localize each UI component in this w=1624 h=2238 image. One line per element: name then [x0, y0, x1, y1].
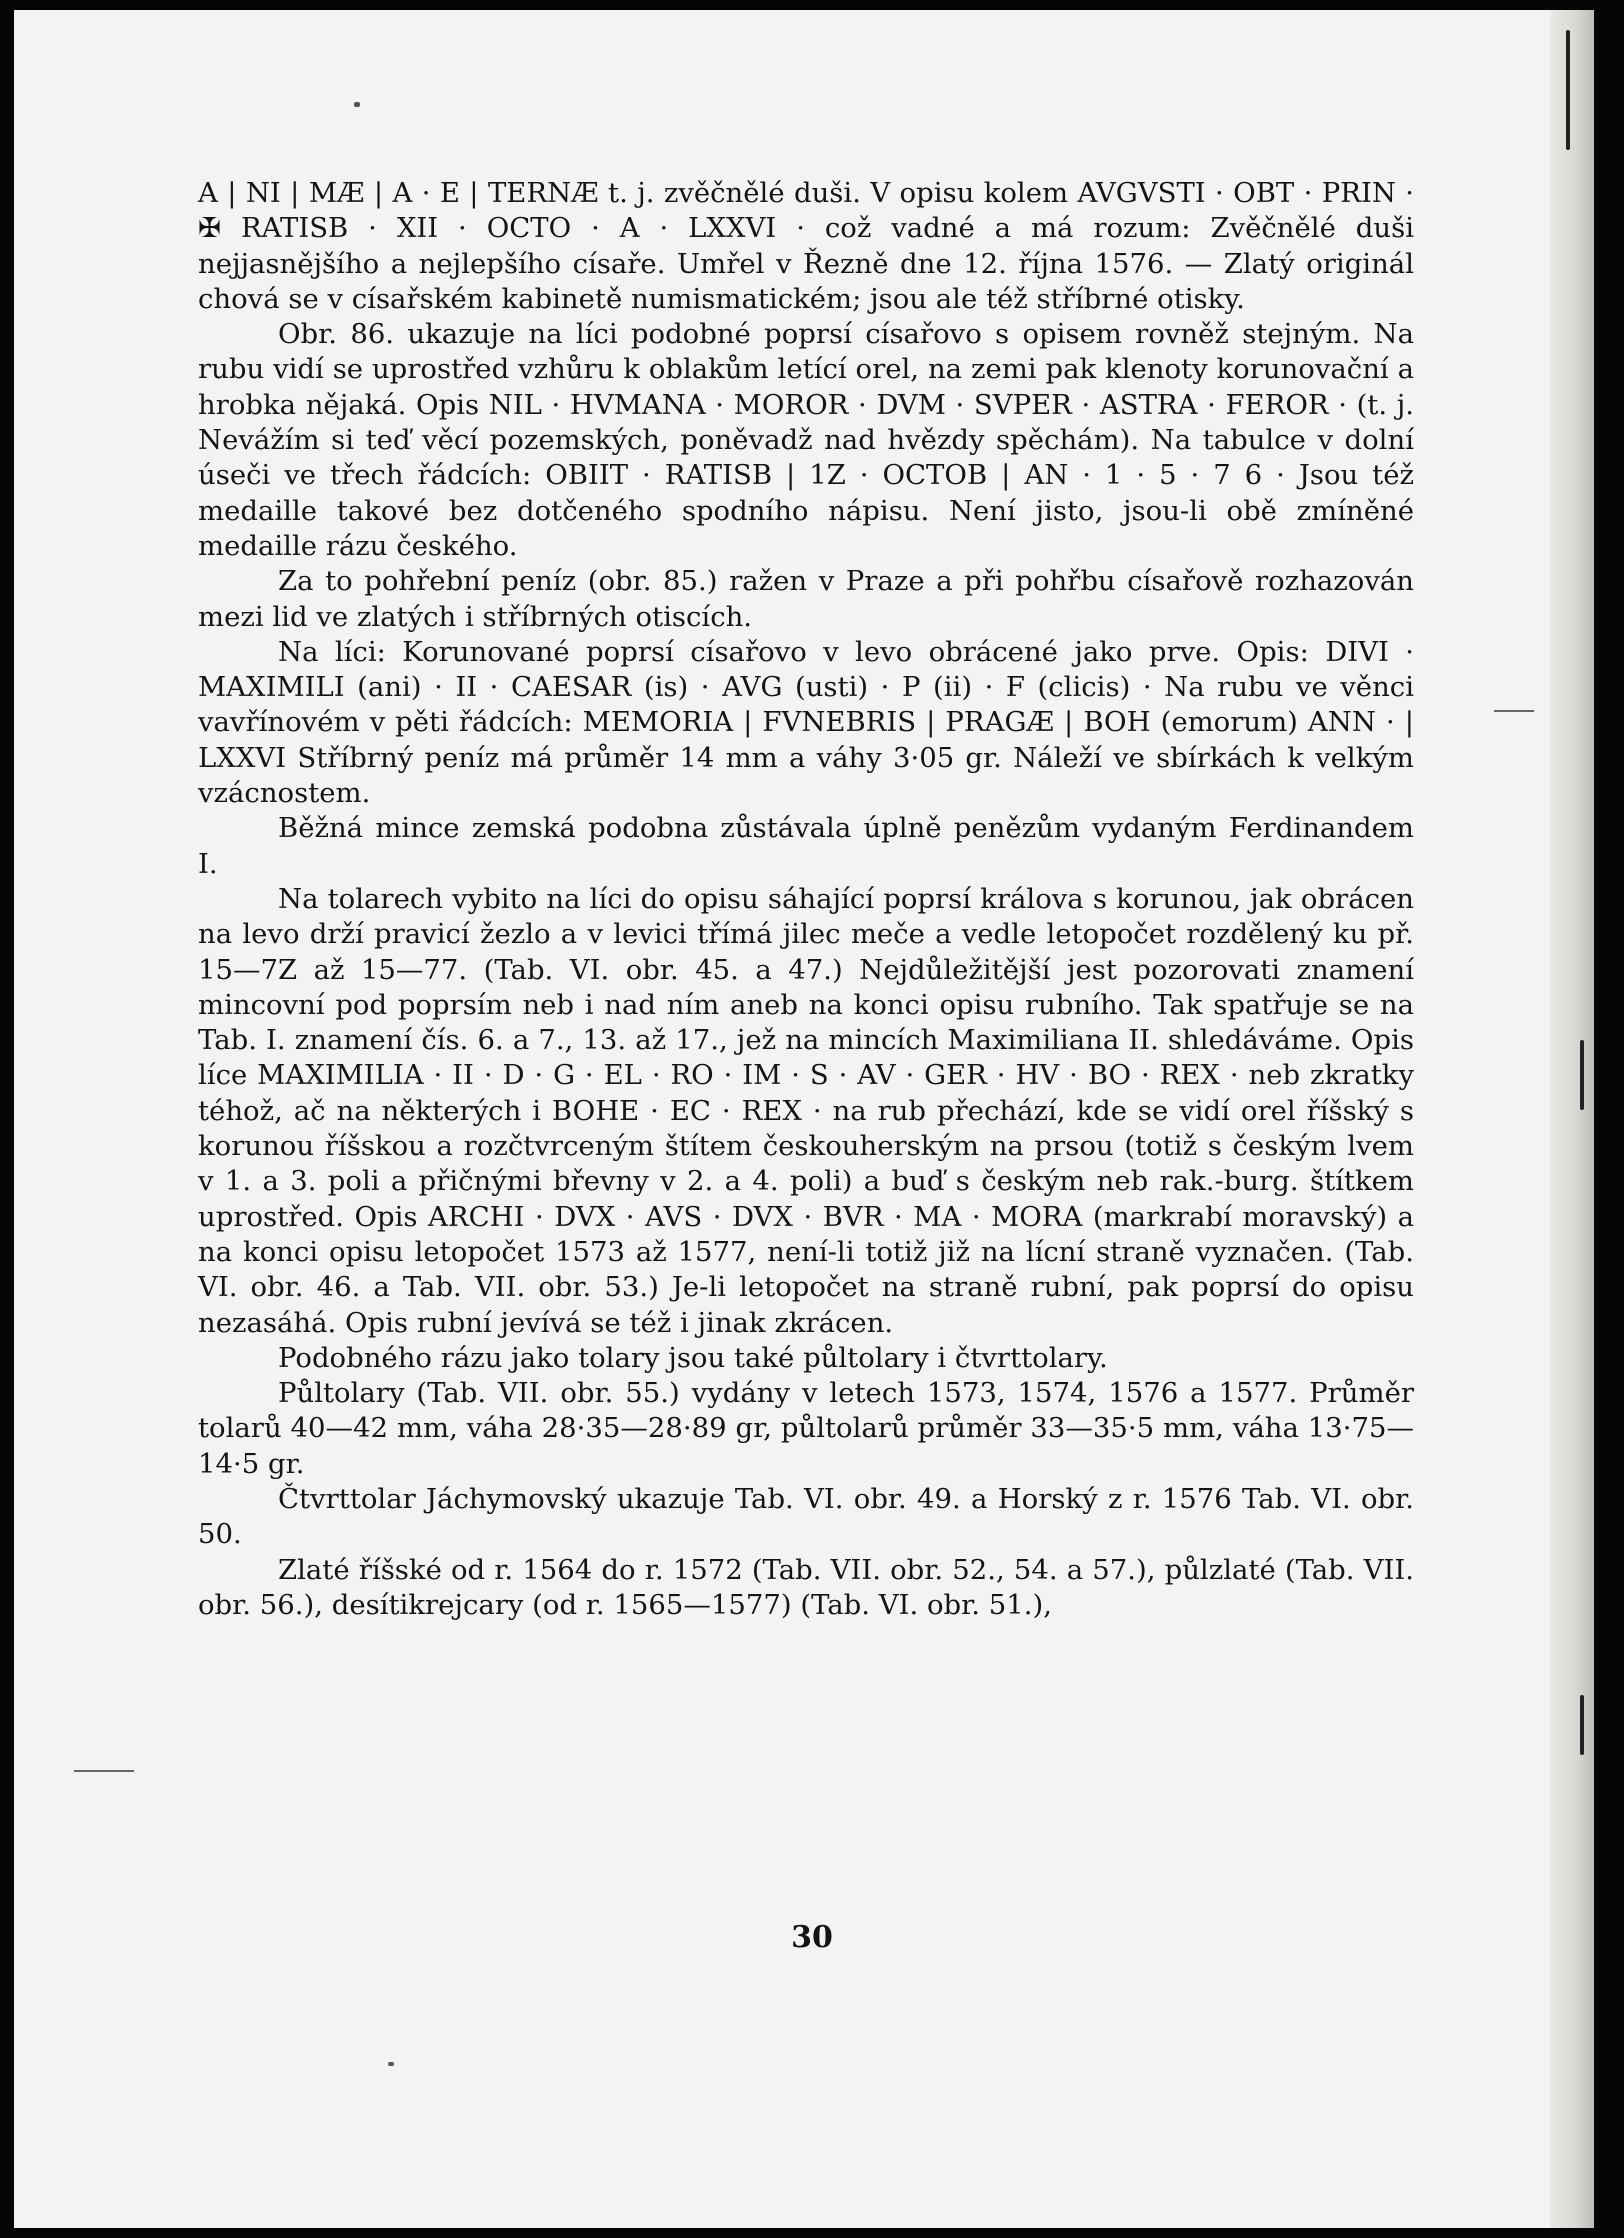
page-number: 30 [791, 1920, 833, 1955]
paragraph: Zlaté říšské od r. 1564 do r. 1572 (Tab. VII. obr. 52., 54. a 57.), půlzlaté (Tab. VII. obr. 56.), desítikrejcary (od r. 1565—1577) (Tab. VI. obr. 51.), [198, 1553, 1414, 1621]
margin-mark [74, 1770, 134, 1772]
body-text [198, 176, 1414, 1623]
paragraph: A | NI | MÆ | A · E | TERNÆ t. j. zvěčnělé duši. V opisu kolem AVGVSTI · OBT · PRIN · ✠ RATISB · XII · OCTO · A · LXXVI · což vadné a má rozum: Zvěčnělé duši nejjasnějšího a nejlepšího císaře. Umřel v Řezně dne 12. října 1576. — Zlatý originál chová se v císařském kabinetě numismatickém; jsou ale též stříbrné otisky. [198, 177, 1414, 315]
page-gutter-shadow [1550, 10, 1594, 2228]
paragraph: Půltolary (Tab. VII. obr. 55.) vydány v letech 1573, 1574, 1576 a 1577. Průměr tolarů 40—42 mm, váha 28·35—28·89 gr, půltolarů průměr 33—35·5 mm, váha 13·75—14·5 gr. [198, 1377, 1414, 1480]
paragraph: Čtvrttolar Jáchymovský ukazuje Tab. VI. obr. 49. a Horský z r. 1576 Tab. VI. obr. 50. [198, 1482, 1414, 1551]
dust-speck [388, 2062, 394, 2066]
paragraph: Na tolarech vybito na líci do opisu sáhající poprsí králova s korunou, jak obrácen na levo drží pravicí žezlo a v levici třímá jilec meče a vedle letopočet rozdělený ku př. 15—7Z až 15—77. (Tab. VI. obr. 45. a 47.) Nejdůležitější jest pozorovati znamení mincovní pod poprsím neb i nad ním aneb na konci opisu rubního. Tak spatřuje se na Tab. I. znamení čís. 6. a 7., 13. až 17., jež na mincích Maximiliana II. shledáváme. Opis líce MAXIMILIA · II · D · G · EL · RO · IM · S · AV · GER · HV · BO · REX · neb zkratky téhož, ač na některých i BOHE · EC · REX · na rub přechází, kde se vidí orel říšský s korunou říšskou a rozčtvrceným štítem českouherským na prsou (totiž s českým lvem v 1. a 3. poli a přičnými břevny v 2. a 4. poli) a buď s českým neb rak.-burg. štítkem uprostřed. Opis ARCHI · DVX · AVS · DVX · BVR · MA · MORA (markrabí moravský) a na konci opisu letopočet 1573 až 1577, není-li totiž již na lícní straně vyznačen. (Tab. VI. obr. 46. a Tab. VII. obr. 53.) Je-li letopočet na straně rubní, pak poprsí do opisu nezasáhá. Opis rubní jevívá se též i jinak zkrácen. [198, 882, 1414, 1339]
paragraph: Podobného rázu jako tolary jsou také půltolary i čtvrttolary. [278, 1341, 1108, 1374]
paragraph: Obr. 86. ukazuje na líci podobné poprsí císařovo s opisem rovněž stejným. Na rubu vidí se uprostřed vzhůru k oblakům letící orel, na zemi pak klenoty korunovační a hrobka nějaká. Opis NIL · HVMANA · MOROR · DVM · SVPER · ASTRA · FEROR · (t. j. Nevážím si teď věcí pozemských, poněvadž nad hvězdy spěchám). Na tabulce v dolní úseči ve třech řádcích: OBIIT · RATISB | 1Z · OCTOB | AN · 1 · 5 · 7 6 · Jsou též medaille takové bez dotčeného spodního nápisu. Není jisto, jsou-li obě zmíněné medaille rázu českého. [198, 318, 1414, 562]
gutter-mark-top [1566, 30, 1570, 150]
paragraph: Za to pohřební peníz (obr. 85.) ražen v Praze a při pohřbu císařově rozhazován mezi lid ve zlatých i stříbrných otiscích. [198, 565, 1414, 633]
paragraph: Na líci: Korunované poprsí císařovo v levo obrácené jako prve. Opis: DIVI · MAXIMILI (ani) · II · CAESAR (is) · AVG (usti) · P (ii) · F (clicis) · Na rubu ve věnci vavřínovém v pěti řádcích: MEMORIA | FVNEBRIS | PRAGÆ | BOH (emorum) ANN · | LXXVI Stříbrný peníz má průměr 14 mm a váhy 3·05 gr. Náleží ve sbírkách k velkým vzácnostem. [198, 635, 1414, 810]
margin-mark [1494, 710, 1534, 712]
dust-speck [354, 102, 360, 107]
paragraph: Běžná mince zemská podobna zůstávala úplně penězům vydaným Ferdinandem I. [198, 812, 1414, 880]
gutter-mark-middle [1580, 1040, 1584, 1110]
gutter-mark-lower [1580, 1695, 1584, 1755]
